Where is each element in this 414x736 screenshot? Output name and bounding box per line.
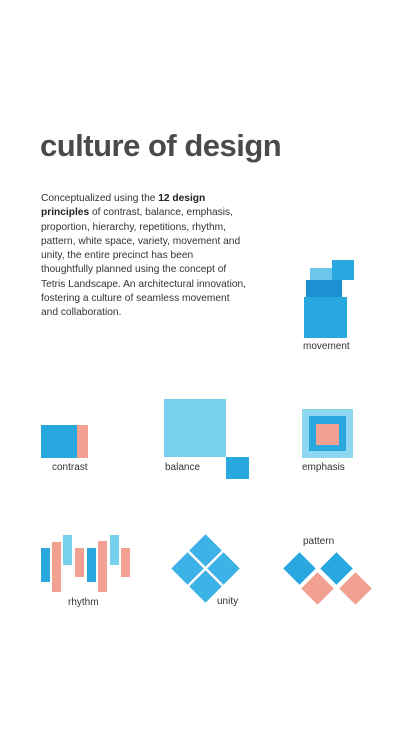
balance-large-block [164,399,226,457]
rhythm-bar [75,548,84,577]
emphasis-core [316,424,339,445]
rhythm-bar [87,548,96,582]
page-title: culture of design [40,128,282,163]
label-movement: movement [303,341,350,352]
rhythm-bar [110,535,119,565]
contrast-blue-block [41,425,77,458]
rhythm-bar [63,535,72,565]
contrast-salmon-block [77,425,88,458]
balance-small-block [226,457,249,479]
label-unity: unity [217,596,239,607]
label-contrast: contrast [52,462,88,473]
intro-paragraph [41,192,247,321]
rhythm-bar [52,542,61,592]
label-rhythm: rhythm [68,597,99,608]
movement-block-large [304,297,347,338]
intro-prefix: Conceptualized using the [41,193,159,204]
intro-bold: 12 design principles [41,193,206,219]
movement-block-mid [306,280,342,298]
movement-block-small [332,260,354,280]
rhythm-bar [98,541,107,592]
rhythm-bar [121,548,130,577]
label-balance: balance [165,462,201,473]
rhythm-bar [41,548,50,582]
label-emphasis: emphasis [302,462,345,473]
intro-suffix: of contrast, balance, emphasis, proportion, hierarchy, repetitions, rhythm, pattern, white space, variety, movement and unity, the entire precinct has been thoughtfully planned using the concept of Tetris Landscape. An architectural innovation, fostering a culture of seamless movement and collaboration. [41,207,247,319]
label-pattern: pattern [303,536,335,547]
